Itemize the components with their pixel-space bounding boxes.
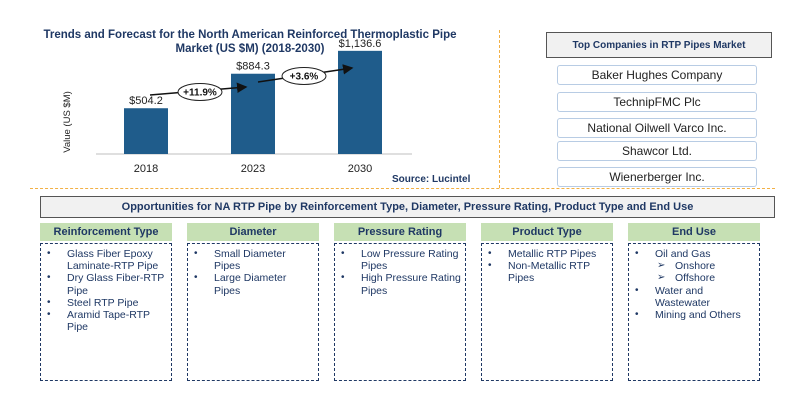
bullet-icon: • [488,260,492,272]
value-label-2023: $884.3 [236,60,270,73]
list-item-text: Aramid Tape-RTP Pipe [67,309,150,334]
bullet-icon: • [47,248,51,259]
bullet-icon: • [635,309,639,321]
column-header-end-use: End Use [628,223,760,241]
company-item: National Oilwell Varco Inc. [557,118,757,138]
source-label: Source: Lucintel [392,174,471,185]
column-box-end-use [628,243,760,381]
bar-chart [0,0,500,195]
vertical-divider [499,30,500,188]
list-item-text: Non-Metallic RTP Pipes [508,260,590,285]
companies-header: Top Companies in RTP Pipes Market [546,32,772,58]
list-item [47,297,167,309]
list-item-text: Dry Glass Fiber-RTP Pipe [67,272,165,297]
list-item-text: Offshore [675,272,716,285]
bar-2030 [338,51,382,154]
list-item [488,248,608,260]
list-item [635,285,755,309]
list-item [635,248,755,260]
column-box-reinforcement-type [40,243,172,381]
column-header-reinforcement-type: Reinforcement Type [40,223,172,241]
list-item-text: Small Diameter Pipes [214,248,286,273]
arrow-bullet-icon: ➢ [657,272,666,284]
x-tick-2018: 2018 [133,163,159,175]
list-item-text: Glass Fiber Epoxy Laminate-RTP Pipe [67,248,159,273]
list-item [488,260,608,284]
x-tick-2023: 2023 [240,163,266,175]
x-tick-2030: 2030 [347,163,373,175]
bullet-icon: • [635,284,639,296]
list-item-text: Water and Wastewater [655,284,711,309]
value-label-2018: $504.2 [129,95,163,108]
list-item [341,272,461,296]
horizontal-divider [30,188,775,189]
bullet-icon: • [194,272,198,284]
bar-2023 [231,74,275,154]
arrow-bullet-icon: ➢ [657,260,666,272]
bullet-icon: • [488,248,492,259]
list-item [635,272,755,284]
growth-label-1: +11.9% [183,87,217,99]
company-item: Wienerberger Inc. [557,167,757,187]
value-label-2030: $1,136.6 [338,37,382,50]
bullet-icon: • [341,272,345,284]
column-box-product-type [481,243,613,381]
list-item-text: Metallic RTP Pipes [508,248,597,260]
bullet-icon: • [47,309,51,321]
company-item: Baker Hughes Company [557,65,757,85]
list-item-text: Low Pressure Rating Pipes [361,248,459,273]
list-item-text: Steel RTP Pipe [67,296,139,309]
list-item [47,309,167,333]
list-item-text: Onshore [675,260,716,273]
growth-label-2: +3.6% [289,71,319,83]
y-axis-label: Value (US $M) [62,91,73,153]
list-item [47,248,167,272]
list-item [194,248,314,272]
list-item [341,248,461,272]
bullet-icon: • [47,272,51,284]
chart-title: Trends and Forecast for the North American Reinforced Thermoplastic Pipe Market (US $M) (2018-2030) [43,29,457,55]
bullet-icon: • [194,248,198,259]
column-header-diameter: Diameter [187,223,319,241]
bullet-icon: • [341,248,345,259]
list-item-text: Large Diameter Pipes [214,272,287,297]
list-item [635,309,755,321]
list-item-text: High Pressure Rating Pipes [361,272,461,297]
column-box-diameter [187,243,319,381]
company-item: Shawcor Ltd. [557,141,757,161]
list-item [635,260,755,272]
company-item: TechnipFMC Plc [557,92,757,112]
column-header-product-type: Product Type [481,223,613,241]
bar-2018 [124,108,168,154]
bullet-icon: • [635,248,639,259]
column-box-pressure-rating [334,243,466,381]
column-header-pressure-rating: Pressure Rating [334,223,466,241]
list-item-text: Oil and Gas [655,248,711,260]
list-item [194,272,314,296]
list-item-text: Mining and Others [655,309,741,322]
bullet-icon: • [47,296,51,308]
opportunities-header: Opportunities for NA RTP Pipe by Reinforcement Type, Diameter, Pressure Rating, Product Type and End Use [40,196,775,218]
list-item [47,272,167,296]
